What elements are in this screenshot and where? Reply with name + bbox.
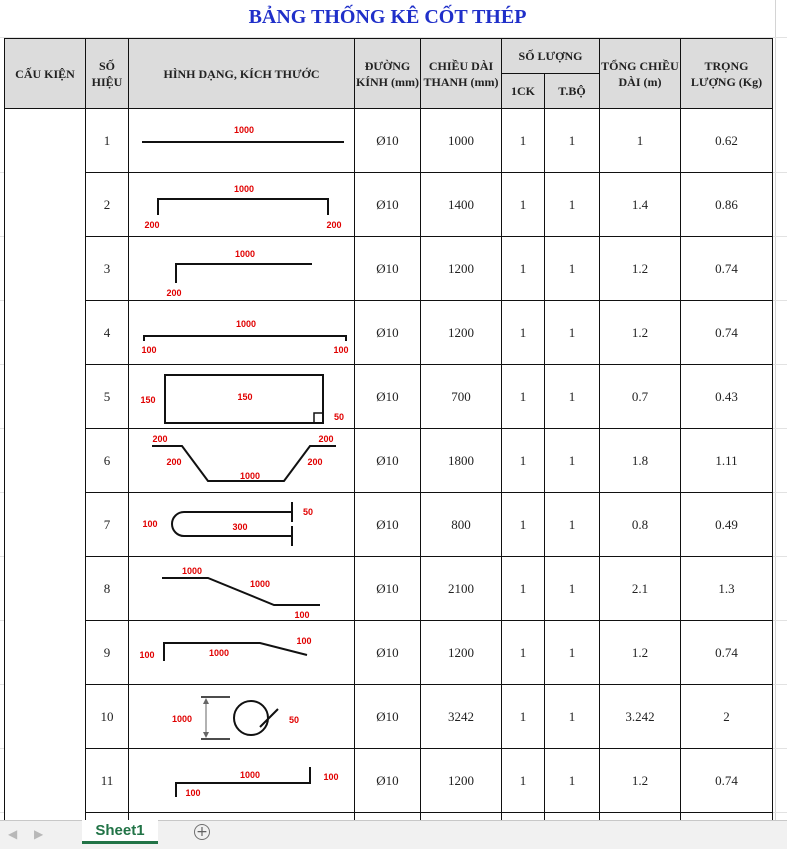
qty-total-cell[interactable]: 1 [545,301,600,365]
sheet-tab-bar [0,820,787,849]
qty-1ck-cell[interactable]: 1 [502,237,545,301]
table-row [5,493,773,557]
so-hieu-cell[interactable]: 9 [86,621,129,685]
qty-1ck-cell[interactable] [502,813,545,821]
table-row [5,749,773,813]
so-hieu-cell[interactable]: 3 [86,237,129,301]
total-length-cell[interactable]: 0.7 [600,365,681,429]
qty-1ck-cell[interactable]: 1 [502,301,545,365]
dim-label: 200 [165,287,182,298]
rebar-shape-hairpin [132,495,352,555]
rebar-shape-bent-up [132,559,352,619]
table-row [5,429,773,493]
dim-label: 100 [293,609,310,619]
shape-cell[interactable] [129,109,355,173]
weight-cell[interactable]: 0.43 [681,365,773,429]
dim-label: 150 [139,394,156,405]
sheet-tab-sheet1[interactable]: Sheet1 [82,820,158,844]
weight-cell[interactable]: 1.11 [681,429,773,493]
dim-label: 1000 [181,565,202,576]
rebar-shape-z [132,751,352,811]
qty-total-cell[interactable]: 1 [545,429,600,493]
qty-1ck-cell[interactable]: 1 [502,749,545,813]
shape-cell[interactable] [129,621,355,685]
total-length-cell[interactable]: 1.2 [600,621,681,685]
qty-total-cell[interactable]: 1 [545,749,600,813]
diameter-cell[interactable]: Ø10 [355,493,421,557]
dim-label: 100 [138,649,155,660]
qty-total-cell[interactable]: 1 [545,237,600,301]
dim-label: 200 [306,456,323,467]
weight-cell[interactable]: 1.3 [681,557,773,621]
column-divider [775,0,776,820]
dim-label: 1000 [208,647,229,658]
header-so-hieu[interactable]: SỐ HIỆU [86,39,129,109]
weight-cell[interactable]: 0.74 [681,237,773,301]
table-row [5,621,773,685]
table-row [5,237,773,301]
rebar-shape-bent-trough [132,431,352,491]
bar-length-cell[interactable]: 1200 [421,237,502,301]
rebar-shape-straight [132,111,352,171]
so-hieu-cell[interactable]: 11 [86,749,129,813]
bar-length-cell[interactable]: 1800 [421,429,502,493]
qty-total-cell[interactable]: 1 [545,173,600,237]
bar-length-cell[interactable]: 800 [421,493,502,557]
dim-label: 1000 [171,713,192,724]
total-length-cell[interactable]: 3.242 [600,685,681,749]
shape-cell[interactable] [129,493,355,557]
bar-length-cell[interactable]: 1400 [421,173,502,237]
total-length-cell[interactable]: 2.1 [600,557,681,621]
diameter-cell[interactable] [355,813,421,821]
table-row [5,557,773,621]
qty-total-cell[interactable]: 1 [545,685,600,749]
rebar-schedule-table [4,38,773,820]
header-hinh-dang[interactable]: HÌNH DẠNG, KÍCH THƯỚC [129,39,355,109]
bar-length-cell[interactable]: 2100 [421,557,502,621]
bar-length-cell[interactable]: 1200 [421,749,502,813]
rebar-shape-spiral [132,687,352,747]
so-hieu-cell[interactable]: 5 [86,365,129,429]
bar-length-cell[interactable] [421,813,502,821]
bar-length-cell[interactable]: 3242 [421,685,502,749]
diameter-cell[interactable]: Ø10 [355,429,421,493]
rebar-shape-u [132,175,352,235]
qty-total-cell[interactable]: 1 [545,557,600,621]
weight-cell[interactable]: 0.74 [681,621,773,685]
dim-label: 1000 [233,124,254,135]
shape-cell[interactable] [129,749,355,813]
diameter-cell[interactable]: Ø10 [355,173,421,237]
shape-cell[interactable] [129,685,355,749]
dim-label: 1000 [234,248,255,259]
prev-sheet-icon[interactable]: ◀ [8,827,18,841]
qty-total-cell[interactable] [545,813,600,821]
total-length-cell[interactable]: 1.2 [600,749,681,813]
add-sheet-icon[interactable]: + [194,824,210,840]
header-chieu-dai-thanh[interactable]: CHIỀU DÀI THANH (mm) [421,39,502,109]
shape-cell[interactable] [129,173,355,237]
rebar-shape-l [132,239,352,299]
weight-cell[interactable]: 0.62 [681,109,773,173]
dim-label: 100 [184,787,201,798]
qty-1ck-cell[interactable]: 1 [502,685,545,749]
so-hieu-cell[interactable]: 7 [86,493,129,557]
qty-1ck-cell[interactable]: 1 [502,109,545,173]
header-duong-kinh[interactable]: ĐƯỜNG KÍNH (mm) [355,39,421,109]
diameter-cell[interactable]: Ø10 [355,365,421,429]
rebar-shape-hooked [132,303,352,363]
table-row [5,109,773,173]
weight-cell[interactable]: 0.74 [681,749,773,813]
table-row [5,173,773,237]
dim-label: 200 [317,433,334,444]
table-row [5,685,773,749]
shape-cell[interactable] [129,557,355,621]
total-length-cell[interactable]: 1.2 [600,301,681,365]
header-1ck[interactable]: 1CK [502,74,545,109]
so-hieu-cell[interactable]: 6 [86,429,129,493]
dim-label: 100 [141,518,158,529]
shape-cell[interactable] [129,301,355,365]
next-sheet-icon[interactable]: ▶ [34,827,44,841]
dim-label: 50 [288,714,299,725]
dim-label: 1000 [233,183,254,194]
dim-label: 200 [151,433,168,444]
shape-cell[interactable] [129,365,355,429]
dim-label: 1000 [235,318,256,329]
so-hieu-cell[interactable]: 10 [86,685,129,749]
weight-cell[interactable]: 2 [681,685,773,749]
weight-cell[interactable]: 0.74 [681,301,773,365]
dim-label: 100 [322,771,339,782]
qty-1ck-cell[interactable]: 1 [502,621,545,685]
dim-label: 1000 [239,470,260,481]
so-hieu-cell[interactable]: 8 [86,557,129,621]
total-length-cell[interactable]: 1.8 [600,429,681,493]
shape-cell[interactable] [129,429,355,493]
dim-label: 1000 [249,578,270,589]
header-t-bo[interactable]: T.BỘ [545,74,600,109]
dim-label: 100 [295,635,312,646]
diameter-cell[interactable]: Ø10 [355,749,421,813]
total-length-cell[interactable]: 1.2 [600,237,681,301]
dim-label: 50 [333,411,344,422]
bar-length-cell[interactable]: 700 [421,365,502,429]
header-trong-luong[interactable]: TRỌNG LƯỢNG (Kg) [681,39,773,109]
dim-label: 300 [231,521,248,532]
so-hieu-cell[interactable]: 4 [86,301,129,365]
dim-label: 100 [140,344,157,355]
table-row [5,813,773,821]
so-hieu-cell[interactable] [86,813,129,821]
diameter-cell[interactable]: Ø10 [355,621,421,685]
so-hieu-cell[interactable]: 2 [86,173,129,237]
dim-label: 150 [236,391,253,402]
header-tong-chieu-dai[interactable]: TỔNG CHIỀU DÀI (m) [600,39,681,109]
total-length-cell[interactable] [600,813,681,821]
weight-cell[interactable]: 0.49 [681,493,773,557]
qty-1ck-cell[interactable]: 1 [502,365,545,429]
weight-cell[interactable]: 0.86 [681,173,773,237]
dim-label: 200 [165,456,182,467]
dim-label: 100 [332,344,349,355]
total-length-cell[interactable]: 1.4 [600,173,681,237]
qty-total-cell[interactable]: 1 [545,109,600,173]
qty-total-cell[interactable]: 1 [545,621,600,685]
diameter-cell[interactable]: Ø10 [355,237,421,301]
total-length-cell[interactable]: 0.8 [600,493,681,557]
qty-1ck-cell[interactable]: 1 [502,429,545,493]
cau-kien-cell[interactable] [5,109,86,821]
header-cau-kien[interactable]: CẤU KIỆN [5,39,86,109]
diameter-cell[interactable]: Ø10 [355,109,421,173]
dim-label: 50 [302,506,313,517]
total-length-cell[interactable]: 1 [600,109,681,173]
diameter-cell[interactable]: Ø10 [355,685,421,749]
dim-label: 1000 [239,769,260,780]
bar-length-cell[interactable]: 1200 [421,301,502,365]
table-row [5,301,773,365]
shape-cell[interactable] [129,237,355,301]
qty-1ck-cell[interactable]: 1 [502,493,545,557]
shape-cell[interactable] [129,813,355,821]
bar-length-cell[interactable]: 1000 [421,109,502,173]
bar-length-cell[interactable]: 1200 [421,621,502,685]
qty-1ck-cell[interactable]: 1 [502,173,545,237]
header-so-luong[interactable]: SỐ LƯỢNG [502,39,600,74]
so-hieu-cell[interactable]: 1 [86,109,129,173]
qty-total-cell[interactable]: 1 [545,365,600,429]
diameter-cell[interactable]: Ø10 [355,557,421,621]
weight-cell[interactable] [681,813,773,821]
qty-1ck-cell[interactable]: 1 [502,557,545,621]
diameter-cell[interactable]: Ø10 [355,301,421,365]
dim-label: 200 [143,219,160,230]
qty-total-cell[interactable]: 1 [545,493,600,557]
dim-label: 200 [325,219,342,230]
sheet-title: BẢNG THỐNG KÊ CỐT THÉP [248,6,527,28]
table-row [5,365,773,429]
rebar-shape-kinked [132,623,352,683]
rebar-shape-stirrup [132,367,352,427]
